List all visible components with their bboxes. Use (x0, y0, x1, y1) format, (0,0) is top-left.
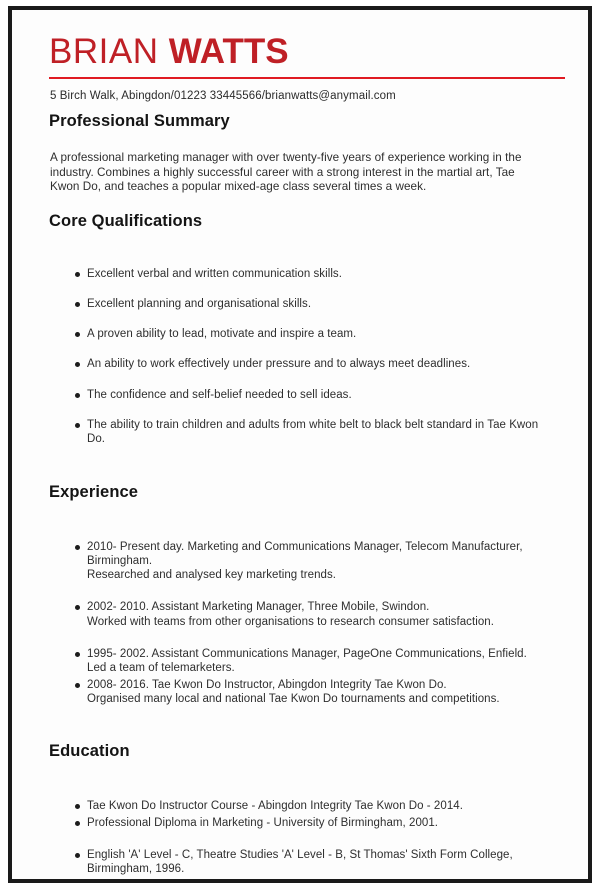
list-item (49, 678, 550, 707)
section-heading-summary: Professional Summary (49, 112, 230, 130)
education-list (49, 799, 550, 876)
experience-detail: Worked with teams from other organisations to research consumer satisfaction. (87, 615, 494, 628)
experience-role: 2010- Present day. Marketing and Communications Manager, Telecom Manufacturer, Birmingham. (87, 540, 523, 567)
last-name: WATTS (168, 32, 289, 71)
experience-detail: Researched and analysed key marketing trends. (87, 569, 336, 582)
core-qualifications-list (49, 267, 550, 447)
section-heading-experience: Experience (49, 482, 139, 501)
candidate-name (49, 32, 550, 72)
list-item: Tae Kwon Do Instructor Course - Abingdon Integrity Tae Kwon Do - 2014. (49, 799, 550, 813)
list-item: Excellent verbal and written communication skills. (49, 267, 550, 281)
experience-detail: Led a team of telemarketers. (87, 662, 235, 675)
list-item: The confidence and self-belief needed to sell ideas. (49, 388, 550, 402)
list-item (49, 540, 550, 583)
list-item: The ability to train children and adults from white belt to black belt standard in Tae Kwon Do. (49, 418, 550, 447)
summary-body: A professional marketing manager with over twenty-five years of experience working in the industry. Combines a highly successful career with a strong interest in the martial art, Tae Kwon Do, and teaches a popular mixed-age class several times a week. (50, 151, 522, 193)
list-item: An ability to work effectively under pressure and to always meet deadlines. (49, 357, 550, 371)
list-item (49, 647, 550, 676)
first-name: BRIAN (49, 32, 159, 71)
section-heading-core-qualifications: Core Qualifications (49, 211, 203, 230)
section-heading-education: Education (49, 742, 130, 761)
list-item: A proven ability to lead, motivate and inspire a team. (49, 327, 550, 341)
experience-list (49, 540, 550, 707)
page-border (8, 6, 592, 883)
experience-role: 2002- 2010. Assistant Marketing Manager, Three Mobile, Swindon. (87, 601, 430, 614)
experience-role: 1995- 2002. Assistant Communications Manager, PageOne Communications, Enfield. (87, 648, 527, 661)
list-item: English 'A' Level - C, Theatre Studies 'A' Level - B, St Thomas' Sixth Form College, Birmingham, 1996. (49, 848, 550, 877)
list-item (49, 600, 550, 629)
header-divider (49, 77, 565, 79)
experience-role: 2008- 2016. Tae Kwon Do Instructor, Abingdon Integrity Tae Kwon Do. (87, 678, 447, 691)
list-item: Excellent planning and organisational skills. (49, 297, 550, 311)
list-item: Professional Diploma in Marketing - University of Birmingham, 2001. (49, 816, 550, 830)
contact-line: 5 Birch Walk, Abingdon/01223 33445566/brianwatts@anymail.com (50, 90, 396, 102)
experience-detail: Organised many local and national Tae Kwon Do tournaments and competitions. (87, 692, 500, 705)
resume-content (12, 10, 588, 879)
